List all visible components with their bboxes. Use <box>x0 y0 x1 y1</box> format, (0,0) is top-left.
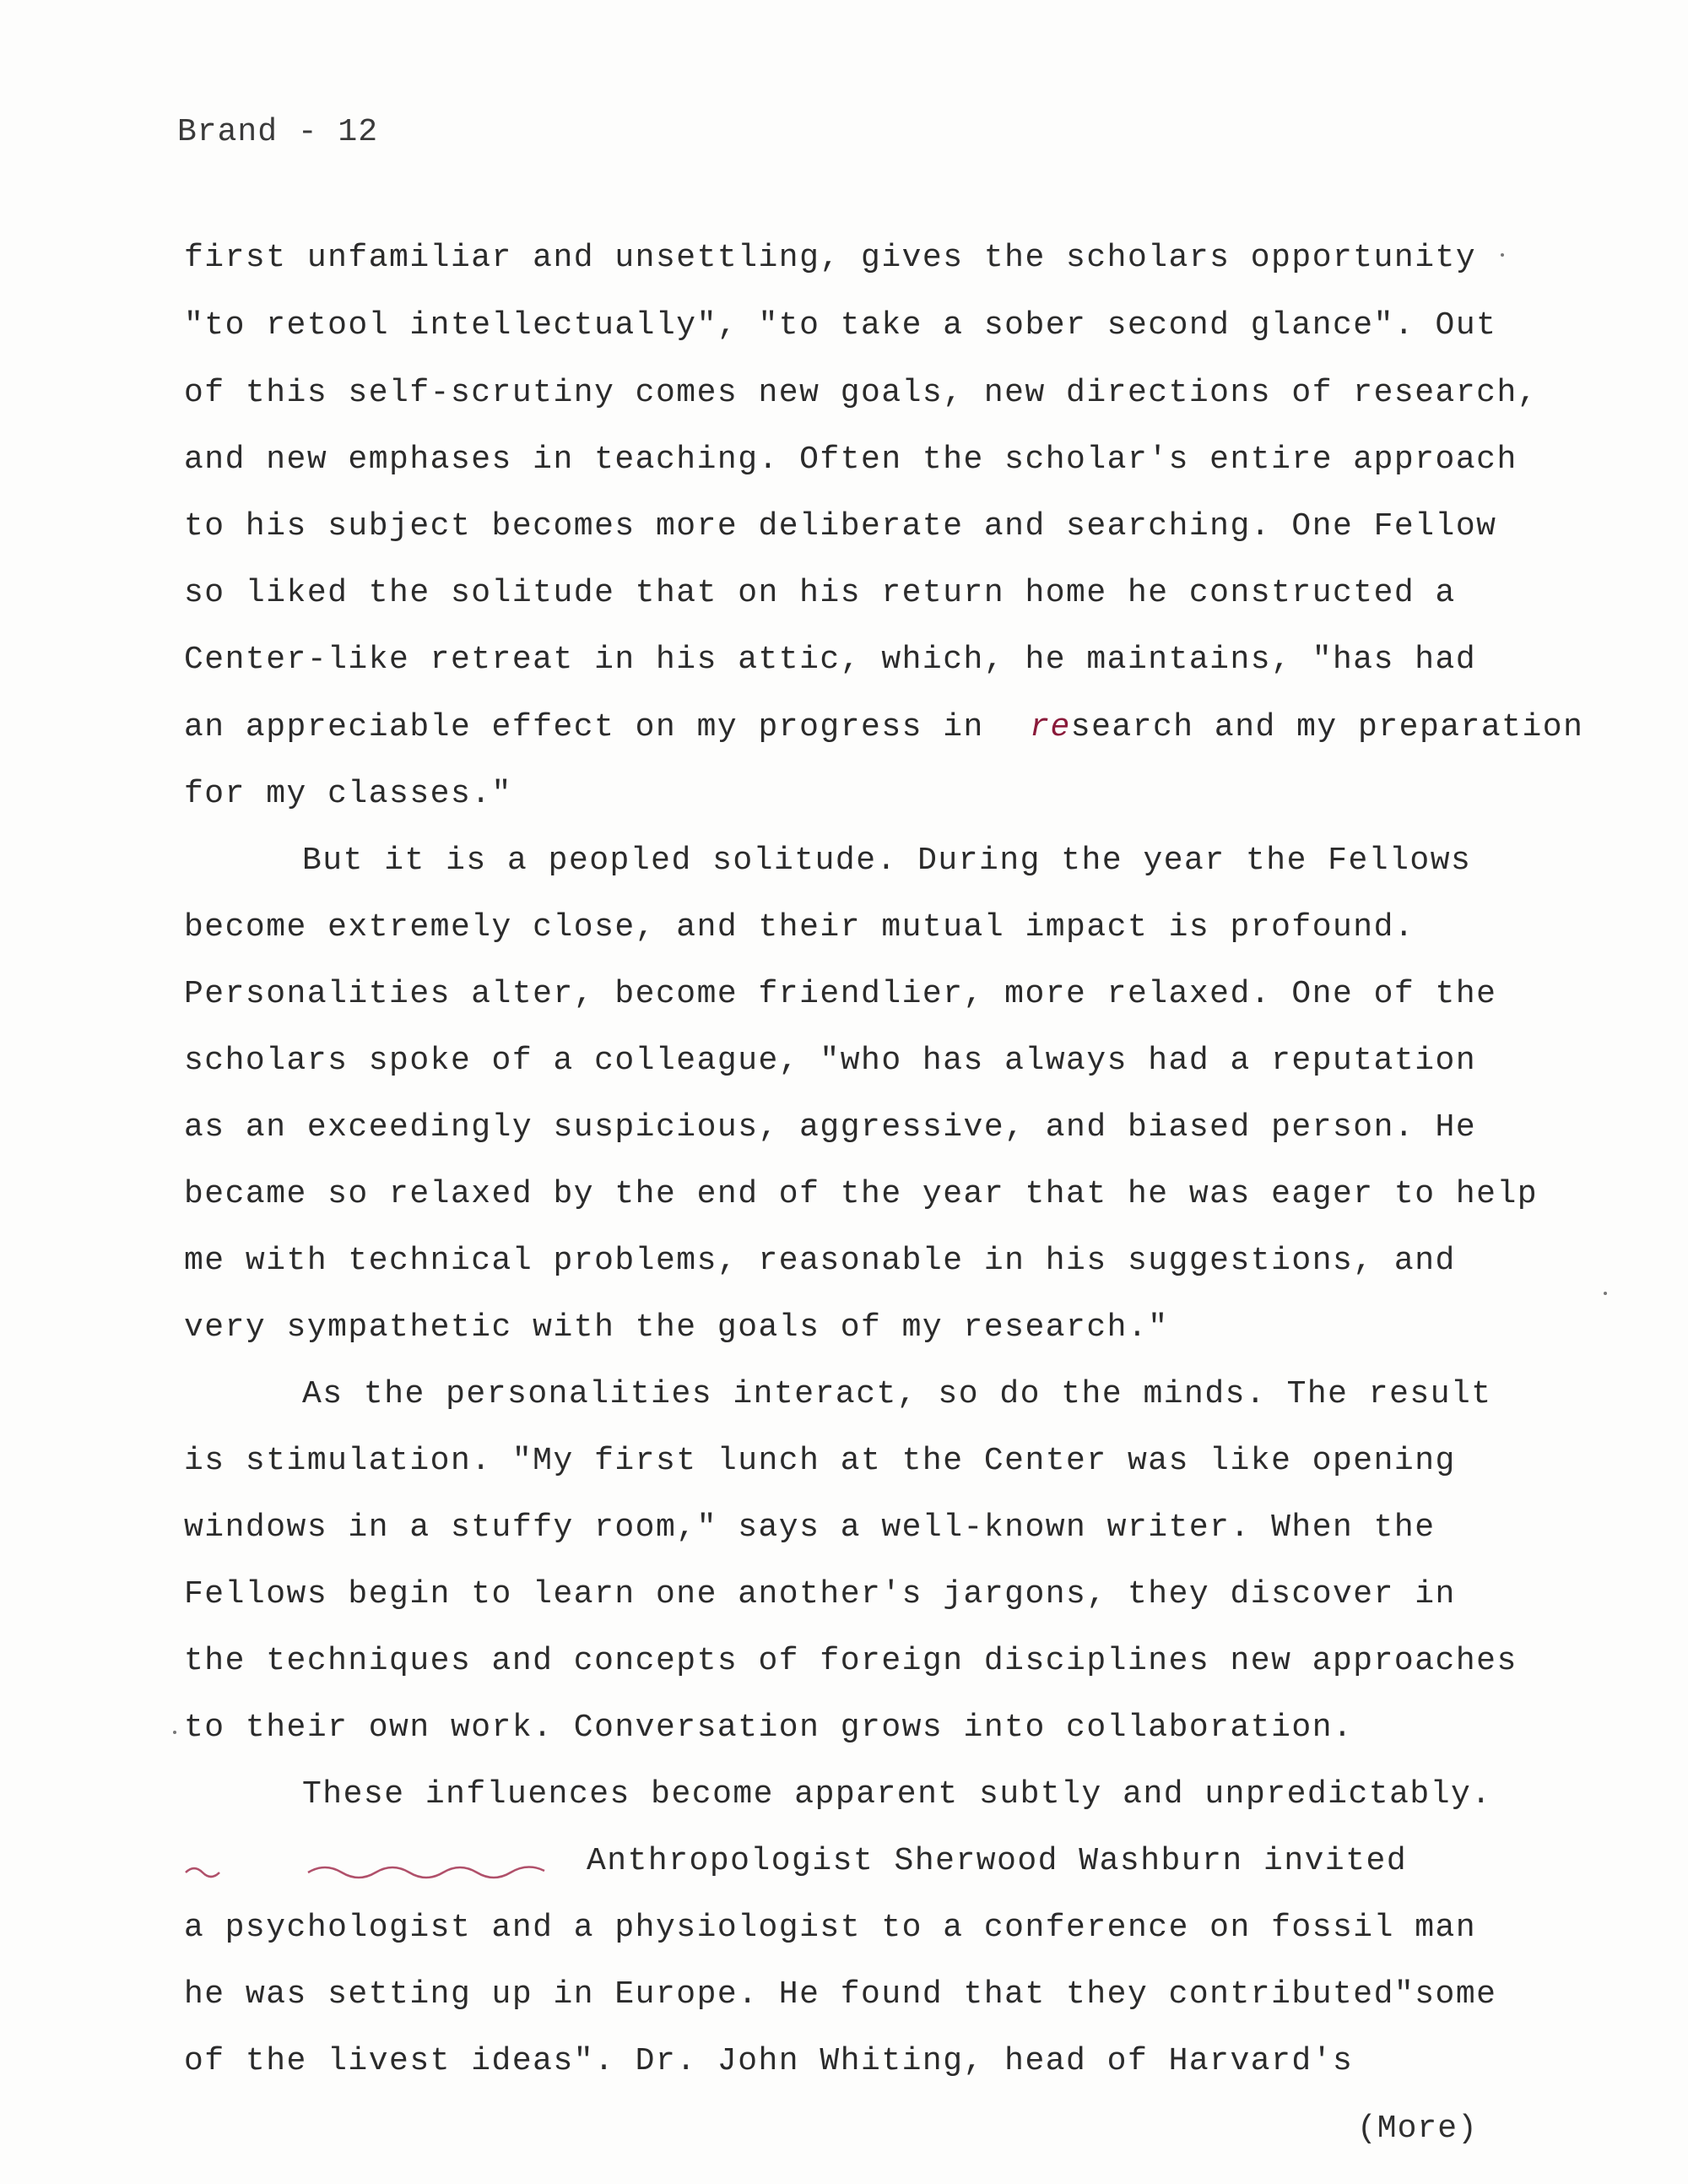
strikeout-squiggle <box>181 1857 570 1883</box>
text-line-8-end: search and my preparation <box>1070 709 1584 745</box>
continued-marker: (More) <box>1357 2111 1478 2147</box>
text-line-9: for my classes." <box>184 776 512 812</box>
text-line-14: as an exceedingly suspicious, aggressive, and biased person. He <box>184 1109 1477 1146</box>
text-line-17: very sympathetic with the goals of my research." <box>184 1309 1169 1346</box>
text-line-2: "to retool intellectually", "to take a sober second glance". Out <box>184 307 1497 344</box>
text-line-13: scholars spoke of a colleague, "who has always had a reputation <box>184 1043 1477 1079</box>
text-line-11: become extremely close, and their mutual impact is profound. <box>184 909 1415 946</box>
text-line-5: to his subject becomes more deliberate and searching. One Fellow <box>184 508 1497 545</box>
text-line-18: As the personalities interact, so do the minds. The result <box>302 1376 1492 1412</box>
text-line-3: of this self-scrutiny comes new goals, new directions of research, <box>184 375 1539 411</box>
page-header: Brand - 12 <box>177 114 379 150</box>
text-line-20: windows in a stuffy room," says a well-known writer. When the <box>184 1509 1436 1546</box>
text-line-1: first unfamiliar and unsettling, gives the scholars opportunity <box>184 240 1477 276</box>
text-line-6: so liked the solitude that on his return home he constructed a <box>184 575 1456 611</box>
text-line-27: he was setting up in Europe. He found that they contributed"some <box>184 1976 1497 2013</box>
margin-mark <box>173 1731 176 1734</box>
text-line-16: me with technical problems, reasonable in his suggestions, and <box>184 1243 1456 1279</box>
text-line-8 <box>184 709 1583 745</box>
text-line-15: became so relaxed by the end of the year that he was eager to help <box>184 1176 1539 1212</box>
margin-mark <box>1604 1292 1607 1295</box>
text-line-8-start: an appreciable effect on my progress in <box>184 709 984 745</box>
text-line-28: of the livest ideas". Dr. John Whiting, head of Harvard's <box>184 2043 1354 2079</box>
text-line-7: Center-like retreat in his attic, which, he maintains, "has had <box>184 642 1477 678</box>
text-line-4: and new emphases in teaching. Often the scholar's entire approach <box>184 442 1518 478</box>
text-line-19: is stimulation. "My first lunch at the Center was like opening <box>184 1443 1456 1479</box>
margin-mark <box>1501 253 1504 257</box>
text-line-10: But it is a peopled solitude. During the year the Fellows <box>302 843 1472 879</box>
text-line-24: These influences become apparent subtly and unpredictably. <box>302 1776 1492 1813</box>
handwritten-correction: re <box>1030 709 1071 745</box>
text-line-23: to their own work. Conversation grows into collaboration. <box>184 1710 1354 1746</box>
text-line-25: Anthropologist Sherwood Washburn invited <box>587 1843 1408 1879</box>
text-line-26: a psychologist and a physiologist to a conference on fossil man <box>184 1910 1477 1946</box>
text-line-21: Fellows begin to learn one another's jargons, they discover in <box>184 1576 1456 1612</box>
text-line-22: the techniques and concepts of foreign disciplines new approaches <box>184 1643 1518 1679</box>
text-line-12: Personalities alter, become friendlier, more relaxed. One of the <box>184 976 1497 1012</box>
